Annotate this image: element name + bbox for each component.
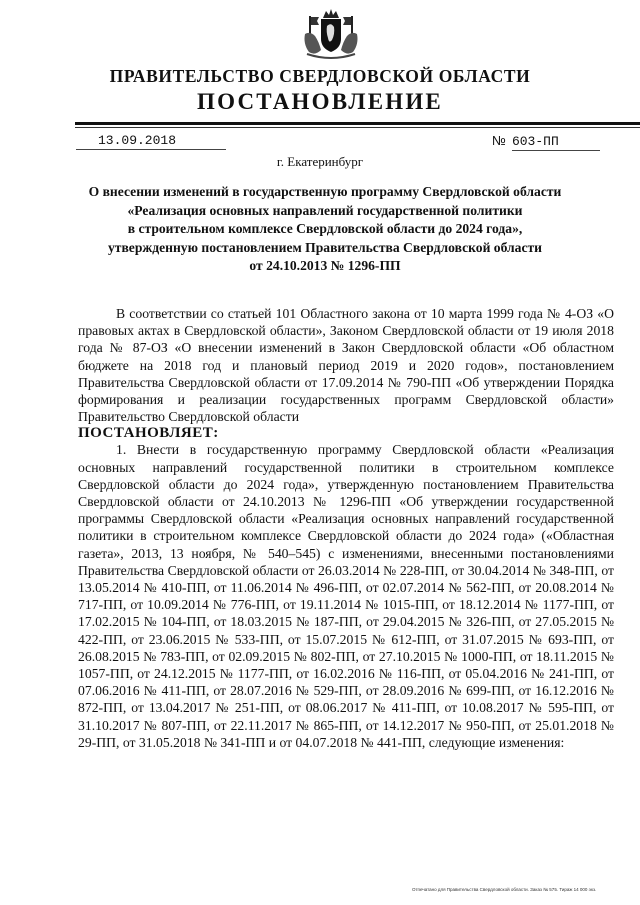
document-number	[492, 133, 600, 151]
number-sign: №	[492, 133, 506, 148]
subject-line: в строительном комплексе Свердловской области до 2024 года»,	[127, 221, 523, 236]
document-date: 13.09.2018	[76, 133, 226, 150]
document-body	[78, 305, 614, 751]
coat-of-arms-icon	[299, 4, 363, 62]
subject-line: О внесении изменений в государственную программу Свердловской области	[88, 184, 562, 199]
item-1-paragraph: 1. Внести в государственную программу Свердловской области «Реализация основных направлений государственной политики в строительном комплексе Свердловской области до 2024 года», утвержденную постановлением Правительства Свердловской области от 24.10.2013 № 1296-ПП «Об утверждении государственной программы Свердловской области «Реализация основных направлений государственной политики в строительном комплексе Свердловской области до 2024 года» («Областная газета», 2013, 13 ноября, № 540–545) с изменениями, внесенными постановлениями Правительства Свердловской области от 26.03.2014 № 228-ПП, от 30.04.2014 № 348-ПП, от 13.05.2014 № 410-ПП, от 11.06.2014 № 496-ПП, от 02.07.2014 № 562-ПП, от 20.08.2014 № 717-ПП, от 10.09.2014 № 776-ПП, от 19.11.2014 № 1015-ПП, от 18.12.2014 № 1177-ПП, от 17.02.2015 № 104-ПП, от 18.03.2015 № 187-ПП, от 29.04.2015 № 326-ПП, от 27.05.2015 № 422-ПП, от 23.06.2015 № 533-ПП, от 15.07.2015 № 612-ПП, от 31.07.2015 № 693-ПП, от 26.08.2015 № 783-ПП, от 02.09.2015 № 802-ПП, от 27.10.2015 № 1000-ПП, от 18.11.2015 № 1057-ПП, от 24.12.2015 № 1177-ПП, от 16.02.2016 № 116-ПП, от 05.04.2016 № 241-ПП, от 07.06.2016 № 411-ПП, от 28.07.2016 № 529-ПП, от 28.09.2016 № 699-ПП, от 16.12.2016 № 872-ПП, от 13.04.2017 № 251-ПП, от 08.06.2017 № 411-ПП, от 10.08.2017 № 595-ПП, от 31.10.2017 № 807-ПП, от 22.11.2017 № 865-ПП, от 14.12.2017 № 950-ПП, от 25.01.2018 № 29-ПП, от 31.05.2018 № 341-ПП и от 04.07.2018 № 441-ПП, следующие изменения:	[78, 442, 614, 750]
subject-line: утвержденную постановлением Правительства Свердловской области	[107, 239, 543, 255]
number-value: 603-ПП	[512, 134, 600, 151]
subject-line: «Реализация основных направлений государственной политики	[127, 202, 523, 218]
document-subject	[20, 183, 630, 276]
document-type: ПОСТАНОВЛЕНИЕ	[197, 89, 443, 114]
header-divider	[75, 122, 640, 125]
city: г. Екатеринбург	[276, 154, 364, 169]
subject-line: от 24.10.2013 № 1296-ПП	[249, 258, 401, 273]
print-note: Отпечатано для Правительства Свердловской области. Заказ № 575. Тираж 14 000 экз.	[412, 887, 597, 892]
resolve-heading: ПОСТАНОВЛЯЕТ:	[78, 425, 219, 442]
header-divider-thin	[75, 127, 640, 128]
government-name: ПРАВИТЕЛЬСТВО СВЕРДЛОВСКОЙ ОБЛАСТИ	[109, 66, 531, 86]
preamble-paragraph: В соответствии со статьей 101 Областного закона от 10 марта 1999 года № 4-ОЗ «О правовых актах в Свердловской области», Законом Свердловской области от 19 июля 2018 года № 87-ОЗ «О внесении изменений в Закон Свердловской области «Об областном бюджете на 2018 год и плановый период 2019 и 2020 годов», постановлением Правительства Свердловской области от 17.09.2014 № 790-ПП «Об утверждении Порядка формирования и реализации государственных программ Свердловской области» Правительство Свердловской области	[78, 306, 614, 425]
